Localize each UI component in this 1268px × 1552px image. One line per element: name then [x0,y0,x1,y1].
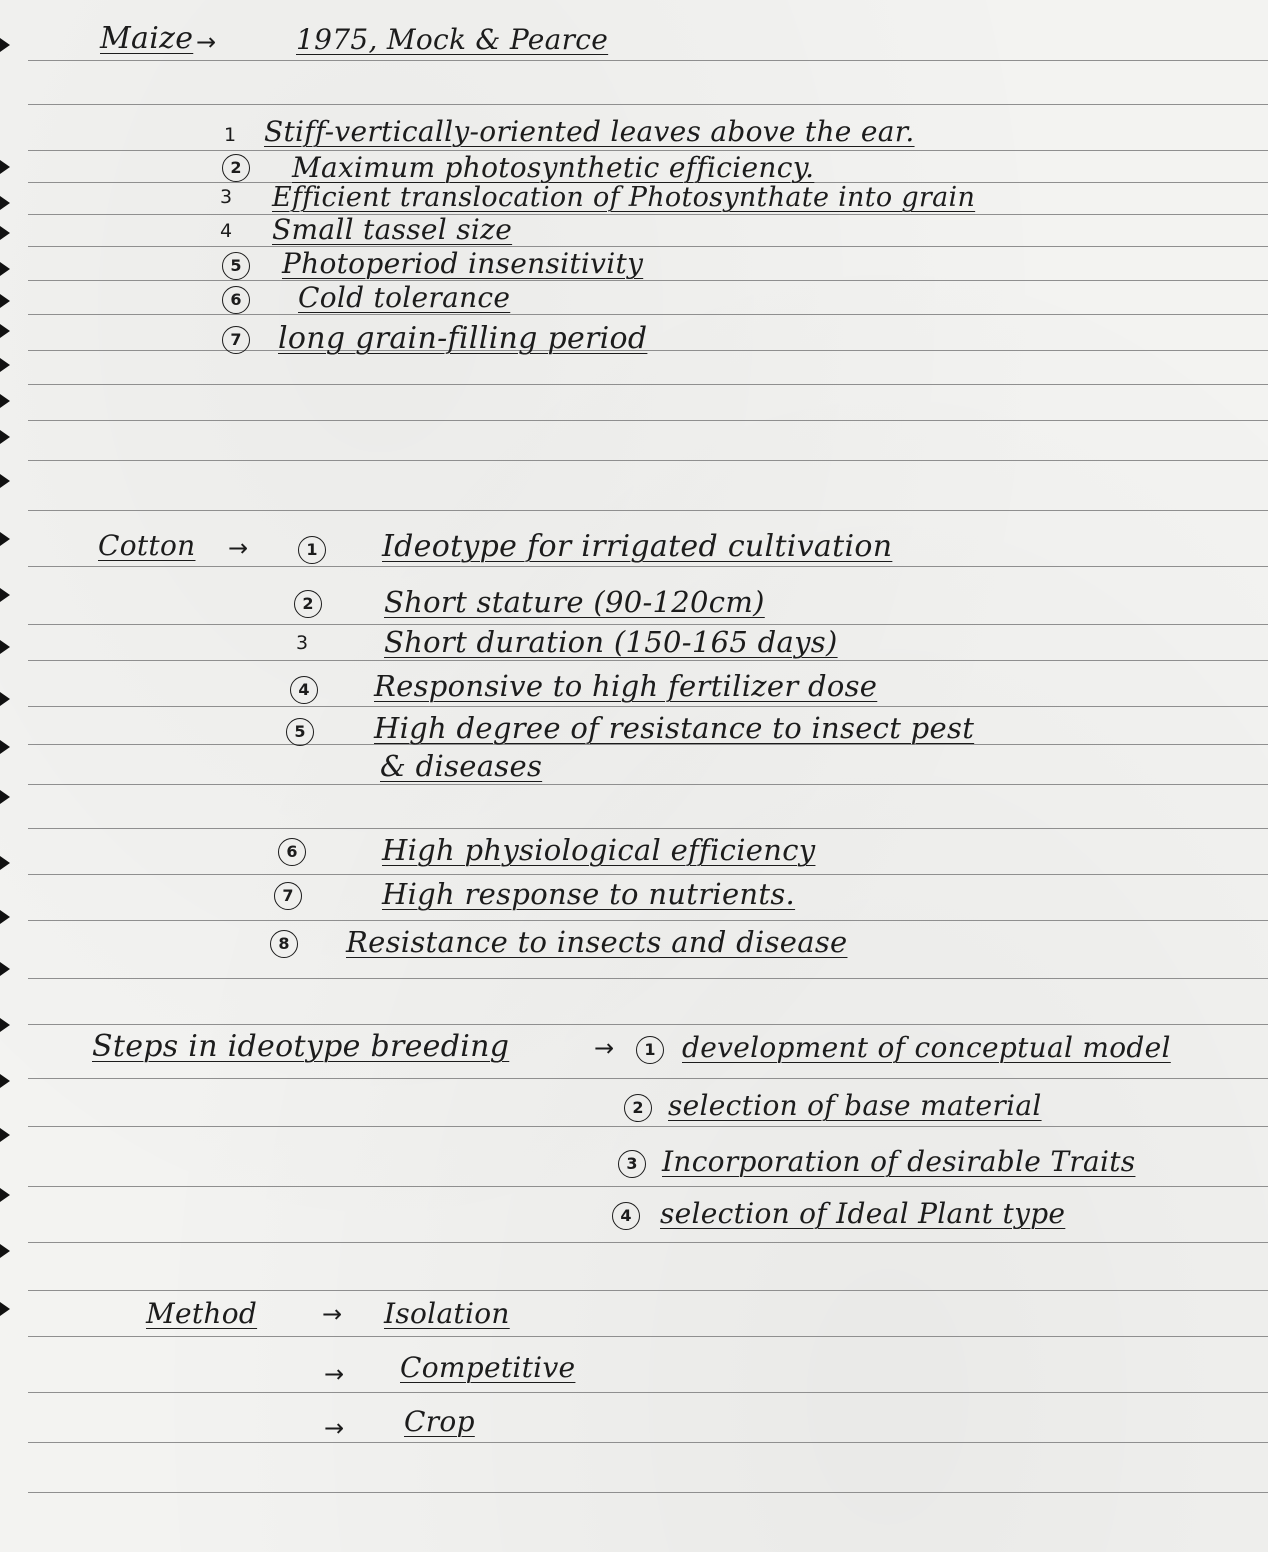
cotton-heading: Cotton [98,529,196,562]
ruled-line [28,1126,1268,1127]
ruled-line [28,828,1268,829]
ruled-line [28,510,1268,511]
notebook-binding-icon [0,532,10,546]
right-arrow-icon: → [196,28,217,56]
item-number: 3 [220,186,233,208]
item-number: 1 [224,124,237,146]
maize-item-5: Photoperiod insensitivity [282,247,644,280]
ruled-line [28,978,1268,979]
maize-year-authors: 1975, Mock & Pearce [296,23,609,56]
ruled-line [28,1442,1268,1443]
item-number: 2 [624,1094,652,1122]
right-arrow-icon: → [228,534,249,562]
right-arrow-icon: → [322,1300,343,1328]
steps-item-4: selection of Ideal Plant type [660,1197,1066,1230]
ruled-line [28,104,1268,105]
ruled-line [28,214,1268,215]
ruled-line [28,1024,1268,1025]
cotton-item-3: Short duration (150-165 days) [384,625,838,659]
ruled-line [28,1492,1268,1493]
item-number: 3 [618,1150,646,1178]
item-number: 6 [278,838,306,866]
cotton-item-5-continuation: & diseases [380,749,543,783]
method-item-1: Isolation [384,1297,510,1330]
notebook-binding-icon [0,1018,10,1032]
notebook-binding-icon [0,226,10,240]
item-number: 1 [298,536,326,564]
item-number: 5 [222,252,250,280]
ruled-line [28,314,1268,315]
notebook-binding-icon [0,1302,10,1316]
notebook-binding-icon [0,1188,10,1202]
ruled-line [28,1242,1268,1243]
cotton-item-2: Short stature (90-120cm) [384,585,765,619]
notebook-binding-icon [0,430,10,444]
maize-item-3: Efficient translocation of Photosynthate into grain [272,182,976,213]
notebook-binding-icon [0,910,10,924]
maize-item-6: Cold tolerance [298,281,511,314]
item-number: 8 [270,930,298,958]
maize-item-7: long grain-filling period [278,321,648,356]
notebook-binding-icon [0,474,10,488]
item-number: 5 [286,718,314,746]
ruled-line [28,384,1268,385]
item-number: 7 [274,882,302,910]
ruled-line [28,1336,1268,1337]
notebook-binding-icon [0,692,10,706]
steps-item-2: selection of base material [668,1089,1042,1122]
cotton-item-1: Ideotype for irrigated cultivation [382,529,893,564]
ruled-line [28,420,1268,421]
maize-item-2: Maximum photosynthetic efficiency. [292,151,815,184]
notebook-binding-icon [0,394,10,408]
ruled-line [28,1290,1268,1291]
ruled-line [28,350,1268,351]
notebook-binding-icon [0,790,10,804]
cotton-item-6: High physiological efficiency [382,833,816,867]
method-heading: Method [146,1297,258,1330]
notebook-binding-icon [0,962,10,976]
notebook-binding-icon [0,38,10,52]
notebook-binding-icon [0,1128,10,1142]
maize-item-4: Small tassel size [272,213,513,246]
item-number: 7 [222,326,250,354]
ruled-line [28,246,1268,247]
maize-item-1: Stiff-vertically-oriented leaves above the ear. [264,115,915,148]
maize-heading: Maize [100,21,194,56]
cotton-item-4: Responsive to high fertilizer dose [374,669,878,703]
ruled-line [28,874,1268,875]
ruled-line [28,660,1268,661]
ruled-line [28,706,1268,707]
notebook-binding-icon [0,640,10,654]
notebook-binding-icon [0,740,10,754]
notebook-binding-icon [0,588,10,602]
ruled-line [28,60,1268,61]
right-arrow-icon: → [324,1360,345,1388]
notebook-binding-icon [0,160,10,174]
method-item-3: Crop [404,1405,475,1438]
ruled-line [28,280,1268,281]
steps-item-3: Incorporation of desirable Traits [662,1145,1136,1178]
notebook-binding-icon [0,1244,10,1258]
notebook-binding-icon [0,196,10,210]
cotton-item-7: High response to nutrients. [382,877,796,911]
ruled-line [28,566,1268,567]
notebook-binding-icon [0,1074,10,1088]
notebook-binding-icon [0,358,10,372]
notebook-binding-icon [0,294,10,308]
steps-item-1: development of conceptual model [682,1031,1171,1064]
item-number: 6 [222,286,250,314]
item-number: 1 [636,1036,664,1064]
item-number: 4 [612,1202,640,1230]
right-arrow-icon: → [594,1034,615,1062]
ruled-line [28,784,1268,785]
steps-heading: Steps in ideotype breeding [92,1029,510,1064]
ruled-line [28,920,1268,921]
item-number: 2 [294,590,322,618]
item-number: 4 [220,220,233,242]
method-item-2: Competitive [400,1351,576,1384]
cotton-item-5: High degree of resistance to insect pest [374,711,975,745]
notebook-binding-icon [0,324,10,338]
notebook-binding-icon [0,856,10,870]
ruled-line [28,1186,1268,1187]
item-number: 2 [222,154,250,182]
item-number: 4 [290,676,318,704]
ruled-line [28,1392,1268,1393]
item-number: 3 [296,632,309,654]
ruled-line [28,460,1268,461]
notebook-binding-icon [0,262,10,276]
right-arrow-icon: → [324,1414,345,1442]
ruled-line [28,1078,1268,1079]
cotton-item-8: Resistance to insects and disease [346,925,848,959]
